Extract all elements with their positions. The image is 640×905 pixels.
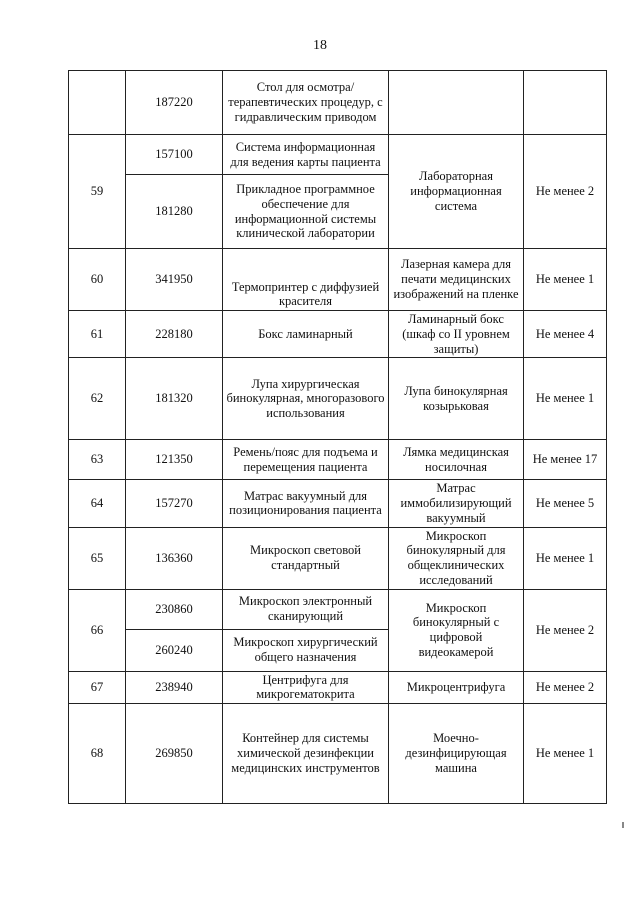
table-row xyxy=(69,440,607,480)
quantity-cell: Не менее 2 xyxy=(524,589,607,671)
device-cell: Микроскоп бинокулярный с цифровой видеокамерой xyxy=(389,589,524,671)
code-cell: 260240 xyxy=(126,629,223,671)
row-number-cell: 66 xyxy=(69,589,126,671)
equipment-table xyxy=(68,70,607,804)
table-row xyxy=(69,311,607,358)
code-cell: 181280 xyxy=(126,175,223,249)
name-cell: Микроскоп электронный сканирующий xyxy=(223,589,389,629)
quantity-cell xyxy=(524,71,607,135)
name-cell: Система информационная для ведения карты пациента xyxy=(223,135,389,175)
code-cell: 269850 xyxy=(126,704,223,804)
name-cell: Контейнер для системы химической дезинфекции медицинских инструментов xyxy=(223,704,389,804)
device-cell: Лабораторная информационная система xyxy=(389,135,524,249)
code-cell: 157270 xyxy=(126,480,223,527)
quantity-cell: Не менее 1 xyxy=(524,358,607,440)
name-cell: Термопринтер с диффузией красителя xyxy=(223,249,389,311)
name-cell: Ремень/пояс для подъема и перемещения пациента xyxy=(223,440,389,480)
row-number-cell: 59 xyxy=(69,135,126,249)
device-cell: Лазерная камера для печати медицинских изображений на пленке xyxy=(389,249,524,311)
device-cell: Ламинарный бокс (шкаф со II уровнем защиты) xyxy=(389,311,524,358)
table-row xyxy=(69,671,607,704)
table-row xyxy=(69,135,607,175)
code-cell: 230860 xyxy=(126,589,223,629)
name-cell: Лупа хирургическая бинокулярная, многоразового использования xyxy=(223,358,389,440)
row-number-cell: 68 xyxy=(69,704,126,804)
quantity-cell: Не менее 1 xyxy=(524,249,607,311)
row-number-cell: 62 xyxy=(69,358,126,440)
code-cell: 341950 xyxy=(126,249,223,311)
name-cell: Матрас вакуумный для позиционирования пациента xyxy=(223,480,389,527)
table-body xyxy=(69,71,607,804)
name-cell: Центрифуга для микрогематокрита xyxy=(223,671,389,704)
device-cell: Микроцентрифуга xyxy=(389,671,524,704)
device-cell: Микроскоп бинокулярный для общеклинических исследований xyxy=(389,527,524,589)
page-number: 18 xyxy=(313,38,327,53)
row-number-cell: 60 xyxy=(69,249,126,311)
table-row xyxy=(69,480,607,527)
row-number-cell: 65 xyxy=(69,527,126,589)
row-number-cell: 61 xyxy=(69,311,126,358)
scan-mark xyxy=(622,822,624,828)
name-cell: Бокс ламинарный xyxy=(223,311,389,358)
quantity-cell: Не менее 5 xyxy=(524,480,607,527)
code-cell: 238940 xyxy=(126,671,223,704)
name-cell: Микроскоп хирургический общего назначения xyxy=(223,629,389,671)
device-cell: Моечно-дезинфицирующая машина xyxy=(389,704,524,804)
name-cell: Прикладное программное обеспечение для информационной системы клинической лаборатории xyxy=(223,175,389,249)
table-row xyxy=(69,704,607,804)
device-cell: Лямка медицинская носилочная xyxy=(389,440,524,480)
quantity-cell: Не менее 2 xyxy=(524,135,607,249)
device-cell: Матрас иммобилизирующий вакуумный xyxy=(389,480,524,527)
code-cell: 187220 xyxy=(126,71,223,135)
quantity-cell: Не менее 4 xyxy=(524,311,607,358)
row-number-cell: 64 xyxy=(69,480,126,527)
row-number-cell: 67 xyxy=(69,671,126,704)
name-cell: Микроскоп световой стандартный xyxy=(223,527,389,589)
table-row xyxy=(69,71,607,135)
table-row xyxy=(69,589,607,629)
table-row xyxy=(69,527,607,589)
code-cell: 121350 xyxy=(126,440,223,480)
quantity-cell: Не менее 1 xyxy=(524,527,607,589)
code-cell: 136360 xyxy=(126,527,223,589)
row-number-cell: 63 xyxy=(69,440,126,480)
table-row xyxy=(69,358,607,440)
name-cell: Стол для осмотра/терапевтических процедур, с гидравлическим приводом xyxy=(223,71,389,135)
device-cell: Лупа бинокулярная козырьковая xyxy=(389,358,524,440)
row-number-cell xyxy=(69,71,126,135)
code-cell: 228180 xyxy=(126,311,223,358)
code-cell: 157100 xyxy=(126,135,223,175)
device-cell xyxy=(389,71,524,135)
quantity-cell: Не менее 1 xyxy=(524,704,607,804)
quantity-cell: Не менее 2 xyxy=(524,671,607,704)
quantity-cell: Не менее 17 xyxy=(524,440,607,480)
code-cell: 181320 xyxy=(126,358,223,440)
table-row xyxy=(69,249,607,311)
